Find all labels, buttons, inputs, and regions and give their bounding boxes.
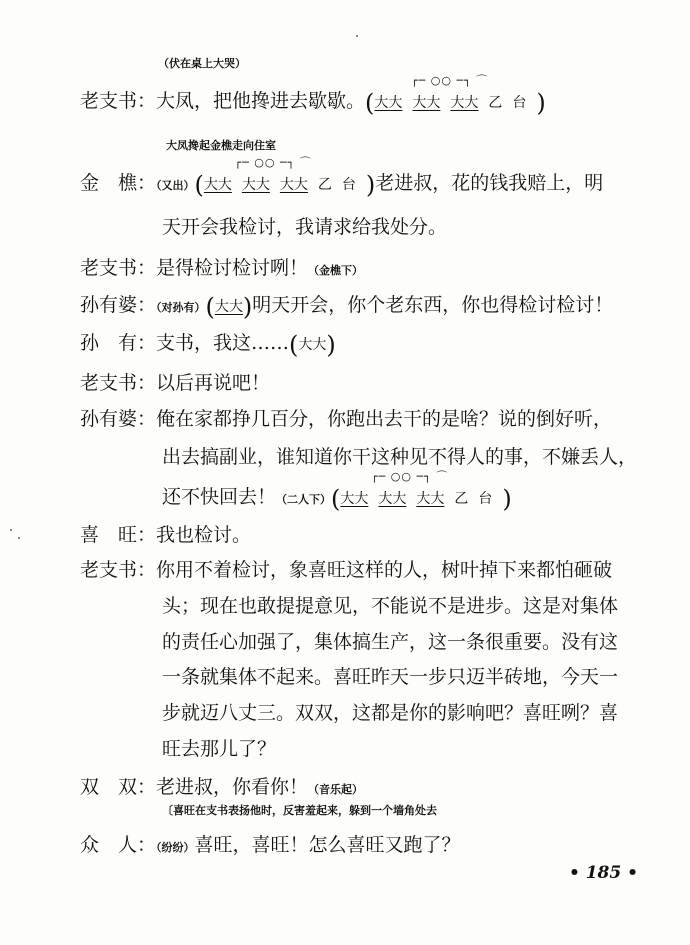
speaker: 老支书： xyxy=(80,257,157,279)
scan-speck xyxy=(18,537,20,539)
stage-direction: 〔喜旺在支书表扬他时，反害羞起来，躲到一个墙角处去 xyxy=(162,804,437,817)
dialogue-text: 喜旺，喜旺！怎么喜旺又跑了？ xyxy=(194,834,461,856)
dialogue-line xyxy=(80,156,604,199)
percussion-marks: ┌─ ○○ ─┐ ⌒ xyxy=(411,74,489,87)
dialogue-continuation: 的责任心加强了，集体搞生产，这一条很重要。没有这 xyxy=(162,631,619,653)
page-number: • 185 • xyxy=(568,863,638,883)
speaker: 喜 旺： xyxy=(80,524,157,546)
stage-note: （又出） xyxy=(156,179,195,192)
perc-beat: 乙 xyxy=(317,177,332,193)
perc-beat: 大大 xyxy=(374,95,403,111)
perc-beat: 台 xyxy=(512,95,527,111)
percussion-marks: ┌─ ○○ ─┐ ⌒ xyxy=(234,156,312,169)
perc-beat: 大大 xyxy=(412,95,441,111)
dialogue-line xyxy=(80,253,363,280)
speaker: 孙 有： xyxy=(80,332,157,354)
dialogue-text: 明天开会，你个老东西，你也得检讨检讨！ xyxy=(252,294,614,316)
dialogue-line xyxy=(80,74,546,117)
speaker: 双 双： xyxy=(80,776,157,798)
perc-beat: 乙 xyxy=(488,95,503,111)
speaker: 众 人： xyxy=(80,834,157,856)
percussion-notation: ┌─ ○○ ─┐ ⌒ (大大 大大 大大 乙 台 ) xyxy=(194,156,376,199)
dialogue-text: 老进叔，花的钱我赔上，明 xyxy=(375,172,604,194)
speaker: 老支书： xyxy=(80,372,157,394)
perc-beat: 大大 xyxy=(298,337,327,353)
dialogue-continuation: 一条就集体不起来。喜旺昨天一步只迈半砖地，今天一 xyxy=(162,666,619,688)
perc-beat: 台 xyxy=(341,177,356,193)
dialogue-line xyxy=(80,520,251,547)
dialogue-text: 你用不着检讨，象喜旺这样的人，树叶掉下来都怕砸破 xyxy=(156,559,613,581)
perc-beat: 大大 xyxy=(378,491,407,507)
dialogue-line xyxy=(80,328,336,359)
speaker: 老支书： xyxy=(80,559,157,581)
perc-beat: 台 xyxy=(478,491,493,507)
speaker: 孙有婆： xyxy=(80,408,157,430)
stage-note: （二人下） xyxy=(276,493,332,506)
dialogue-text: 支书，我这…… xyxy=(156,332,290,354)
dialogue-text: 我也检讨。 xyxy=(156,524,252,546)
dialogue-line xyxy=(80,772,363,799)
dialogue-continuation: 步就迈八丈三。双双，这都是你的影响吧？喜旺咧？喜 xyxy=(162,702,619,724)
speaker: 老支书： xyxy=(80,90,157,112)
stage-direction: 大凤搀起金樵走向住室 xyxy=(166,139,276,152)
speaker: 孙有婆： xyxy=(80,294,157,316)
perc-beat: 大大 xyxy=(416,491,445,507)
perc-beat: 大大 xyxy=(241,177,270,193)
dialogue-text: 还不快回去！ xyxy=(162,486,277,508)
dialogue-line xyxy=(80,404,612,431)
scan-speck xyxy=(10,529,12,531)
dialogue-text: 俺在家都挣几百分，你跑出去干的是啥？说的倒好听， xyxy=(156,408,613,430)
perc-beat: 大大 xyxy=(214,299,243,315)
percussion-notation: (大大) xyxy=(289,331,336,359)
perc-beat: 大大 xyxy=(279,177,308,193)
percussion-marks: ┌─ ○○ ─┐ ⌒ xyxy=(371,470,449,483)
perc-beat: 大大 xyxy=(203,177,232,193)
percussion-notation: (大大) xyxy=(205,293,253,321)
dialogue-continuation: 旺去那儿了？ xyxy=(162,738,277,760)
dialogue-text: 以后再说吧！ xyxy=(156,372,271,394)
scan-speck xyxy=(356,35,358,37)
percussion-notation: ┌─ ○○ ─┐ ⌒ (大大 大大 大大 乙 台 ) xyxy=(365,74,546,117)
perc-beat: 大大 xyxy=(340,491,369,507)
stage-note: （金樵下） xyxy=(308,264,364,277)
stage-note: （音乐起） xyxy=(308,783,364,796)
dialogue-text: 老进叔，你看你！ xyxy=(156,776,309,798)
dialogue-line xyxy=(80,368,270,395)
dialogue-text: 是得检讨检讨咧！ xyxy=(156,257,309,279)
dialogue-continuation: 天开会我检讨，我请求给我处分。 xyxy=(162,216,448,238)
dialogue-line xyxy=(80,555,612,582)
stage-note: （纷纷） xyxy=(156,841,195,854)
speaker: 金 樵： xyxy=(80,172,157,194)
percussion-notation: ┌─ ○○ ─┐ ⌒ (大大 大大 大大 乙 台 ) xyxy=(331,470,512,513)
dialogue-continuation xyxy=(162,470,512,513)
perc-beat: 乙 xyxy=(454,491,469,507)
dialogue-continuation: 出去搞副业，谁知道你干这种见不得人的事，不嫌丢人， xyxy=(162,446,638,468)
dialogue-text: 大凤，把他搀进去歇歇。 xyxy=(156,90,366,112)
dialogue-continuation: 头；现在也敢提提意见，不能说不是进步。这是对集体 xyxy=(162,595,619,617)
dialogue-line xyxy=(80,290,613,321)
stage-direction: （伏在桌上大哭） xyxy=(158,57,246,70)
dialogue-line xyxy=(80,830,461,857)
perc-beat: 大大 xyxy=(450,95,479,111)
stage-note: （对孙有） xyxy=(156,301,206,314)
